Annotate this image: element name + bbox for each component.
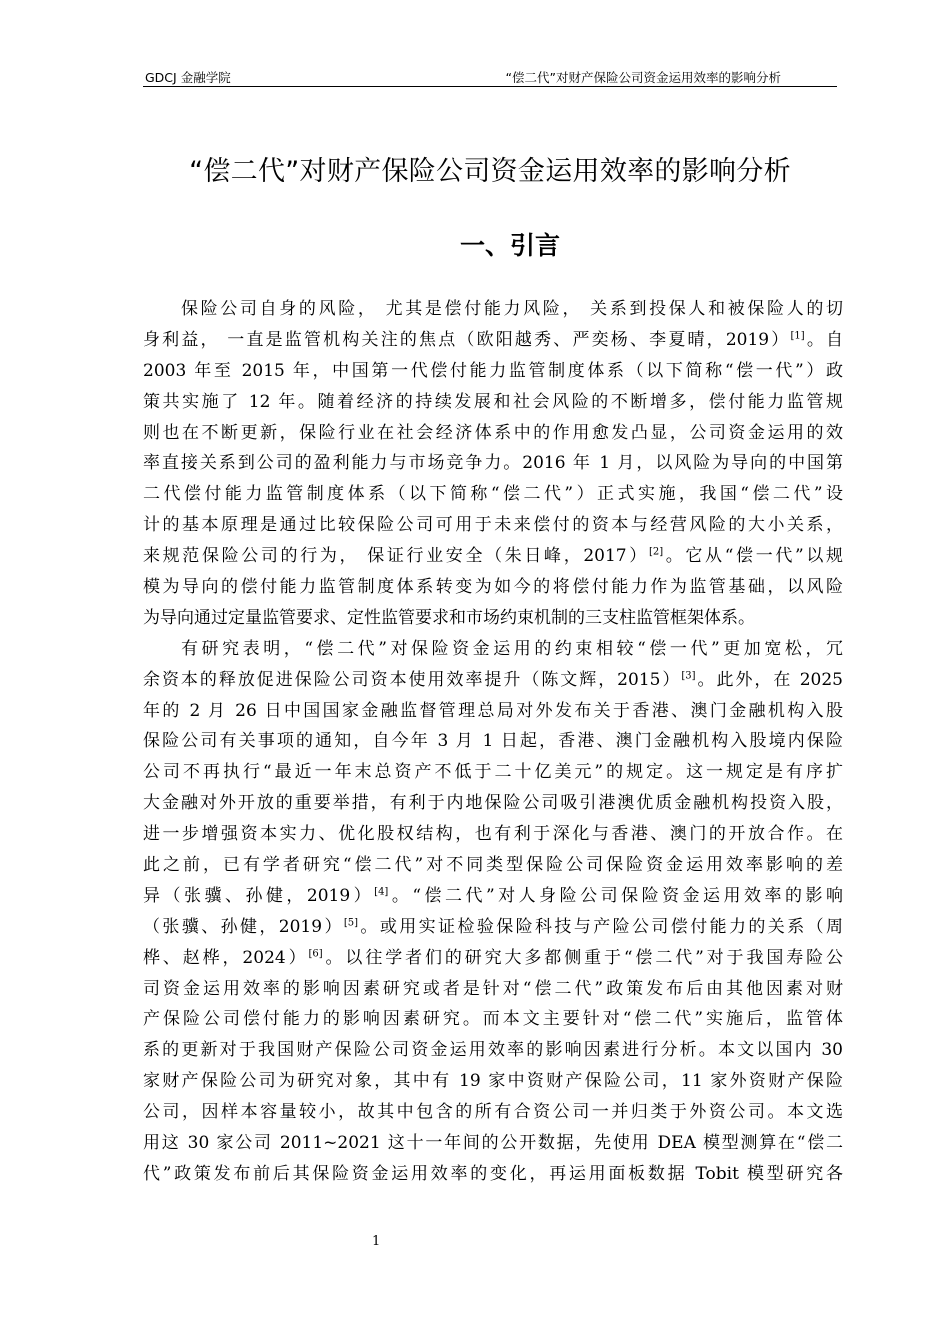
text-line: 司资金运用效率的影响因素研究或者是针对“偿二代”政策发布后由其他因素对财	[143, 978, 843, 999]
body-text	[143, 294, 843, 1190]
text-line: 年的 2 月 26 日中国国家金融监督管理总局对外发布关于香港、澳门金融机构入股	[143, 700, 843, 721]
text-line: 保险公司有关事项的通知，自今年 3 月 1 日起，香港、澳门金融机构入股境内保险	[143, 731, 843, 752]
text-line: 代”政策发布前后其保险资金运用效率的变化，再运用面板数据 Tobit 模型研究各	[143, 1163, 843, 1184]
text-line: 策共实施了 12 年。随着经济的持续发展和社会风险的不断增多，偿付能力监管规	[143, 391, 843, 412]
header-right: “偿二代”对财产保险公司资金运用效率的影响分析	[505, 70, 781, 85]
text-line: 模为导向的偿付能力监管制度体系转变为如今的将偿付能力作为监管基础，以风险	[143, 577, 843, 598]
text-line: （张骥、孙健，2019）[5]。或用实证检验保险科技与产险公司偿付能力的关系（周	[143, 916, 844, 937]
text-line: 此之前，已有学者研究“偿二代”对不同类型保险公司保险资金运用效率影响的差	[143, 855, 843, 876]
text-line: 则也在不断更新，保险行业在社会经济体系中的作用愈发凸显，公司资金运用的效	[143, 422, 843, 443]
text-line: 2003 年至 2015 年，中国第一代偿付能力监管制度体系（以下简称“偿一代”）政	[143, 360, 843, 381]
text-line: 计的基本原理是通过比较保险公司可用于未来偿付的资本与经营风险的大小关系，	[143, 515, 843, 536]
section-heading: 一、引言	[459, 231, 560, 260]
text-line: 产保险公司偿付能力的影响因素研究。而本文主要针对“偿二代”实施后，监管体	[143, 1009, 843, 1030]
text-line: 为导向通过定量监管要求、定性监管要求和市场约束机制的三支柱监管框架体系。	[143, 607, 755, 628]
text-line: 有研究表明，“偿二代”对保险资金运用的约束相较“偿一代”更加宽松，冗	[181, 638, 843, 659]
text-line: 二代偿付能力监管制度体系（以下简称“偿二代”）正式实施，我国“偿二代”设	[143, 484, 843, 505]
text-line: 身利益， 一直是监管机构关注的焦点（欧阳越秀、严奕杨、李夏晴，2019）[1]。自	[143, 329, 844, 350]
text-line: 家财产保险公司为研究对象，其中有 19 家中资财产保险公司，11 家外资财产保险	[143, 1071, 843, 1092]
page-number: 1	[372, 1234, 381, 1249]
text-line: 公司不再执行“最近一年末总资产不低于二十亿美元”的规定。这一规定是有序扩	[143, 762, 843, 783]
text-line: 用这 30 家公司 2011~2021 这十一年间的公开数据，先使用 DEA 模型测算在“偿二	[143, 1133, 843, 1154]
text-line: 大金融对外开放的重要举措，有利于内地保险公司吸引港澳优质金融机构投资入股，	[143, 793, 843, 814]
header-left: GDCJ 金融学院	[145, 70, 231, 85]
text-line: 余资本的释放促进保险公司资本使用效率提升（陈文辉，2015）[3]。此外，在 2025	[143, 669, 844, 690]
text-line: 进一步增强资本实力、优化股权结构，也有利于深化与香港、澳门的开放合作。在	[143, 824, 843, 845]
running-header	[143, 66, 837, 87]
text-line: 异（张骥、孙健，2019）[4]。“偿二代”对人身险公司保险资金运用效率的影响	[143, 885, 843, 906]
text-line: 率直接关系到公司的盈利能力与市场竞争力。2016 年 1 月，以风险为导向的中国第	[143, 453, 843, 474]
text-line: 系的更新对于我国财产保险公司资金运用效率的影响因素进行分析。本文以国内 30	[143, 1040, 843, 1061]
text-line: 保险公司自身的风险， 尤其是偿付能力风险， 关系到投保人和被保险人的切	[181, 299, 843, 319]
text-line: 公司，因样本容量较小，故其中包含的所有合资公司一并归类于外资公司。本文选	[143, 1102, 843, 1123]
paper-title: “偿二代”对财产保险公司资金运用效率的影响分析	[189, 156, 791, 187]
text-line: 来规范保险公司的行为， 保证行业安全（朱日峰，2017）[2]。它从“偿一代”以规	[143, 546, 843, 567]
text-line: 桦、赵桦，2024）[6]。以往学者们的研究大多都侧重于“偿二代”对于我国寿险公	[143, 947, 843, 968]
